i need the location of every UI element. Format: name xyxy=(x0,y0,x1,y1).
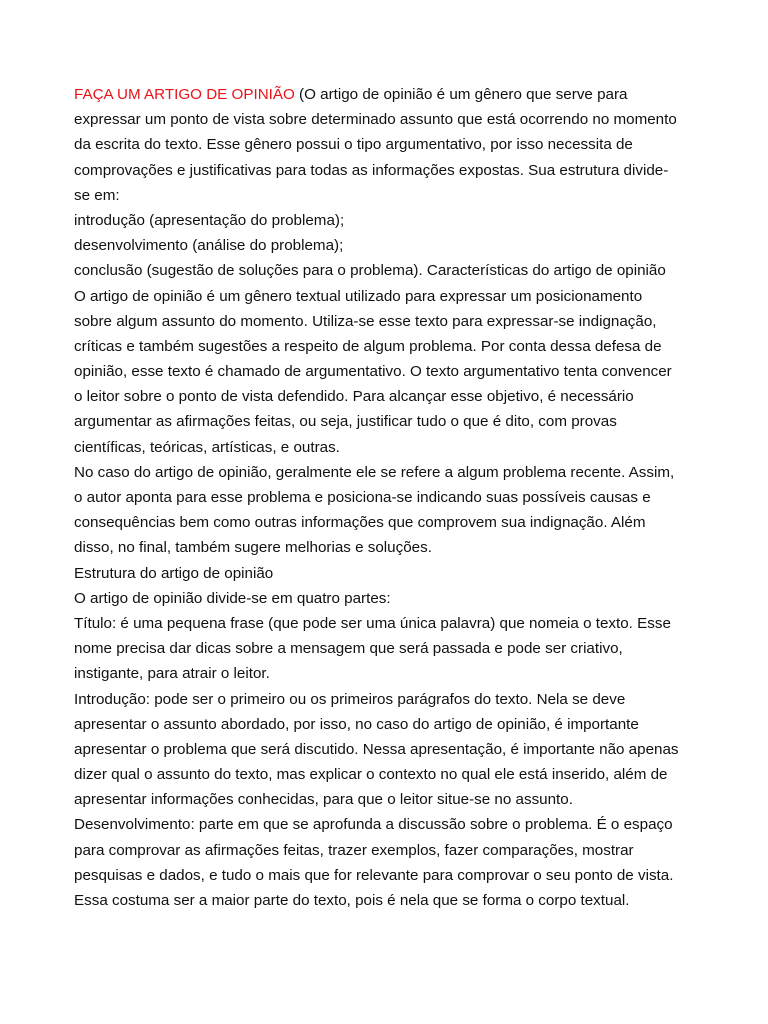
text-line: disso, no final, também sugere melhorias e soluções. xyxy=(74,539,432,557)
text-line: científicas, teóricas, artísticas, e outras. xyxy=(74,438,340,456)
text-line: da escrita do texto. Esse gênero possui o tipo argumentativo, por isso necessita de xyxy=(74,136,633,154)
document-heading: FAÇA UM ARTIGO DE OPINIÃO xyxy=(74,86,295,103)
text-line: apresentar o problema que será discutido. Nessa apresentação, é importante não apenas xyxy=(74,740,679,758)
text-line: sobre algum assunto do momento. Utiliza-se esse texto para expressar-se indignação, xyxy=(74,312,657,330)
text-line: o leitor sobre o ponto de vista defendido. Para alcançar esse objetivo, é necessário xyxy=(74,388,634,406)
text-line: se em: xyxy=(74,186,120,204)
text-line: O artigo de opinião divide-se em quatro partes: xyxy=(74,589,391,607)
text-line: desenvolvimento (análise do problema); xyxy=(74,237,344,255)
text-line: Título: é uma pequena frase (que pode ser uma única palavra) que nomeia o texto. Esse xyxy=(74,614,671,632)
text-line: apresentar informações conhecidas, para que o leitor situe-se no assunto. xyxy=(74,791,573,809)
text-line: introdução (apresentação do problema); xyxy=(74,211,345,229)
text-line: argumentar as afirmações feitas, ou seja, justificar tudo o que é dito, com provas xyxy=(74,413,617,431)
text-line: conclusão (sugestão de soluções para o problema). Características do artigo de opinião xyxy=(74,262,666,280)
text-line: Estrutura do artigo de opinião xyxy=(74,564,274,582)
text-line: Essa costuma ser a maior parte do texto, pois é nela que se forma o corpo textual. xyxy=(74,892,630,909)
text-line: críticas e também sugestões a respeito de algum problema. Por conta dessa defesa de xyxy=(74,337,662,355)
text-line: o autor aponta para esse problema e posiciona-se indicando suas possíveis causas e xyxy=(74,489,651,506)
first-line xyxy=(74,82,714,107)
text-line: dizer qual o assunto do texto, mas explicar o contexto no qual ele está inserido, além de xyxy=(74,766,668,784)
text-line: Introdução: pode ser o primeiro ou os primeiros parágrafos do texto. Nela se deve xyxy=(74,690,626,708)
text-line: Desenvolvimento: parte em que se aprofunda a discussão sobre o problema. É o espaço xyxy=(74,816,673,834)
text-line: apresentar o assunto abordado, por isso, no caso do artigo de opinião, é importante xyxy=(74,715,639,733)
text-line: O artigo de opinião é um gênero textual utilizado para expressar um posicionamento xyxy=(74,287,643,305)
text-line: para comprovar as afirmações feitas, trazer exemplos, fazer comparações, mostrar xyxy=(74,841,634,859)
text-line: (O artigo de opinião é um gênero que serve para xyxy=(294,86,628,103)
text-line: expressar um ponto de vista sobre determinado assunto que está ocorrendo no momento xyxy=(74,111,677,129)
text-line: consequências bem como outras informações que comprovem sua indignação. Além xyxy=(74,514,646,532)
text-line: comprovações e justificativas para todas as informações expostas. Sua estrutura divide- xyxy=(74,161,669,179)
text-line: instigante, para atrair o leitor. xyxy=(74,665,270,683)
text-line: opinião, esse texto é chamado de argumentativo. O texto argumentativo tenta convencer xyxy=(74,363,672,381)
document-body xyxy=(74,82,714,913)
text-line: nome precisa dar dicas sobre a mensagem que será passada e pode ser criativo, xyxy=(74,640,623,658)
text-line: No caso do artigo de opinião, geralmente ele se refere a algum problema recente. Assim, xyxy=(74,463,675,481)
text-line: pesquisas e dados, e tudo o mais que for relevante para comprovar o seu ponto de vista. xyxy=(74,866,674,884)
